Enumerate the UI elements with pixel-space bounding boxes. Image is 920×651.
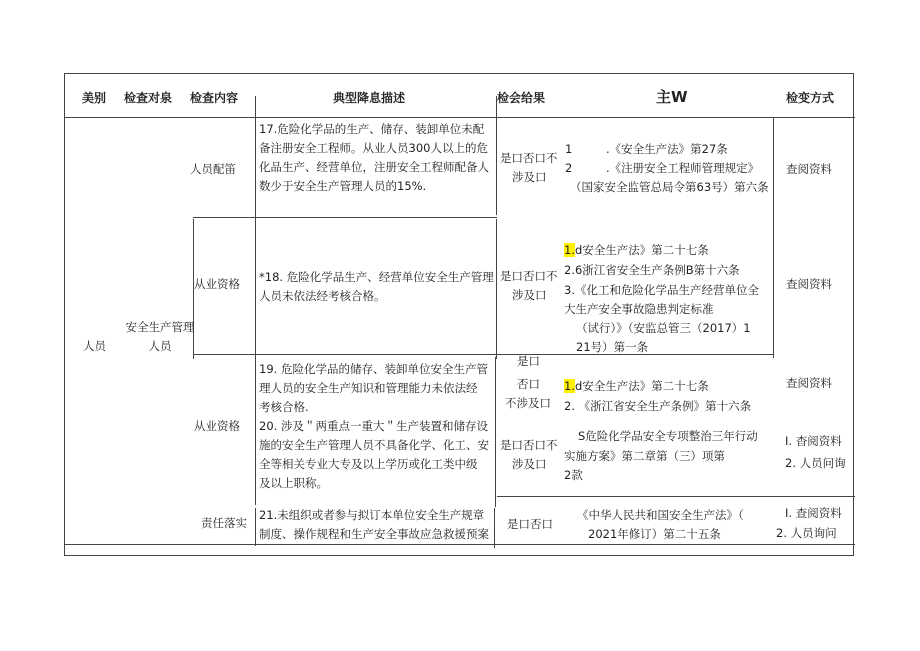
- row3-result: 否口: [517, 377, 540, 391]
- row1-content: 人员配笛: [190, 162, 236, 176]
- col-divider: [255, 508, 256, 546]
- row-divider: [65, 544, 855, 545]
- row2-basis: （试行）》（安监总管三（2017）1: [576, 321, 751, 335]
- inspection-table: [64, 73, 854, 556]
- row2-basis: 21号）第一条: [576, 340, 649, 354]
- row2-result: 是口否口不: [500, 269, 558, 283]
- row3-desc-line: 理人员的安全生产知识和管理能力未依法经: [259, 381, 478, 395]
- row3-desc-line: 全等相关专业大专及以上学历或化工类中级: [259, 457, 478, 471]
- row1-basis: （国家安全监管总局令第63号）第六条: [570, 180, 769, 194]
- row1-basis: 1: [565, 142, 573, 156]
- target-cell: 安全生产管理人员: [125, 320, 195, 353]
- header-category: 美别: [82, 91, 107, 105]
- row3-result: 是口: [517, 354, 540, 368]
- row2-content: 从业资格: [194, 277, 240, 291]
- row4-result: 是口否口: [507, 517, 553, 531]
- col-divider: [773, 118, 774, 358]
- highlight-mark: 1.: [564, 379, 575, 393]
- row3-desc-line: 及以上职称。: [259, 476, 328, 490]
- header-basis: 主W: [656, 88, 688, 106]
- row2-basis: 1.d安全生产法》第二十七条: [564, 243, 709, 257]
- row1-result: 是口否口不: [500, 151, 558, 165]
- highlight-mark: 1.: [564, 243, 575, 257]
- col-divider: [255, 357, 256, 505]
- row4-method: 2. 人员询问: [776, 526, 837, 540]
- row3-desc-line: 20. 涉及＂两重点一重大＂生产装置和储存设: [259, 419, 488, 433]
- header-result: 检会给果: [497, 91, 546, 105]
- row-divider: [193, 354, 774, 355]
- header-target: 检查对泉: [124, 91, 173, 105]
- row3-basis: 2款: [564, 468, 583, 482]
- row1-method: 查阅资料: [786, 162, 832, 176]
- row4-desc-line: 制度、操作规程和生产安全事故应急救援预案: [259, 527, 489, 541]
- row3-method: 2. 人员问询: [785, 456, 846, 470]
- row-divider: [193, 217, 497, 218]
- row1-basis: 2: [565, 161, 573, 175]
- col-divider: [255, 96, 256, 357]
- row1-desc-line: 17.危险化学品的生产、储存、装卸单位未配: [259, 122, 485, 136]
- row1-desc-line: 备注册安全工程师。从业人员300人以上的危: [259, 141, 488, 155]
- row3-basis: 1.d安全生产法》第二十七条: [564, 379, 709, 393]
- col-divider: [495, 357, 496, 507]
- row3-basis: S危险化学品安全专项整治三年行动: [578, 429, 758, 443]
- row1-desc-line: 数少于安全生产管理人员的15%.: [259, 179, 427, 193]
- col-divider: [496, 96, 497, 215]
- row4-content: 责任落实: [201, 516, 247, 530]
- row1-result: 涉及口: [512, 170, 547, 184]
- row3-method: 查阅资料: [786, 376, 832, 390]
- row4-basis: 《中华人民共和国安全生产法》（: [577, 508, 744, 522]
- row2-basis: 2.6浙江省安全生产条例B第十六条: [564, 263, 740, 277]
- row2-result: 涉及口: [512, 288, 547, 302]
- row3-result: 是口否口不: [500, 438, 558, 452]
- row3-result: 不涉及口: [505, 396, 551, 410]
- row1-desc-line: 化品生产、经营单位，注册安全工程师配备人: [259, 160, 489, 174]
- row3-basis: 实施方案》第二章第（三）项第: [564, 449, 725, 463]
- row4-method: I. 查阅资料: [785, 506, 842, 520]
- row2-basis: 3.《化工和危险化学品生产经营单位全: [564, 283, 759, 297]
- row3-basis: 2. 《浙江省安全生产条例》第十六条: [564, 399, 752, 413]
- header-description: 典型降息描述: [333, 91, 406, 105]
- row2-basis: 大生产安全事故隐患判定标准: [564, 302, 714, 316]
- row-divider: [497, 496, 855, 497]
- row4-basis: 2021年修订）第二十五条: [588, 527, 721, 541]
- row-divider: [65, 117, 855, 118]
- row3-content: 从业资格: [194, 419, 240, 433]
- category-cell: 人员: [83, 339, 106, 353]
- header-method: 检变方式: [786, 91, 835, 105]
- col-divider: [494, 508, 495, 548]
- row3-desc-line: 考核合格.: [259, 400, 309, 414]
- header-content: 检查内容: [190, 91, 239, 105]
- row3-method: I. 杳阅资料: [785, 434, 842, 448]
- row3-desc-line: 19. 危险化学品的储存、装卸单位安全生产管: [259, 362, 488, 376]
- row3-desc-line: 施的安全生产管理人员不具备化学、化工、安: [259, 438, 489, 452]
- row2-desc-line: 人员未依法经考核合格。: [259, 289, 386, 303]
- row2-desc-line: *18. 危险化学品生产、经营单位安全生产管理: [259, 270, 494, 284]
- row1-basis: .《安全生产法》第27条: [606, 142, 728, 156]
- row1-basis: .《注册安全工程师管理规定》: [606, 161, 760, 175]
- row4-desc-line: 21.未组织或者参与拟订本单位安全生产规章: [259, 508, 485, 522]
- row2-method: 查阅资料: [786, 277, 832, 291]
- row3-result: 涉及口: [512, 457, 547, 471]
- col-divider: [496, 219, 497, 359]
